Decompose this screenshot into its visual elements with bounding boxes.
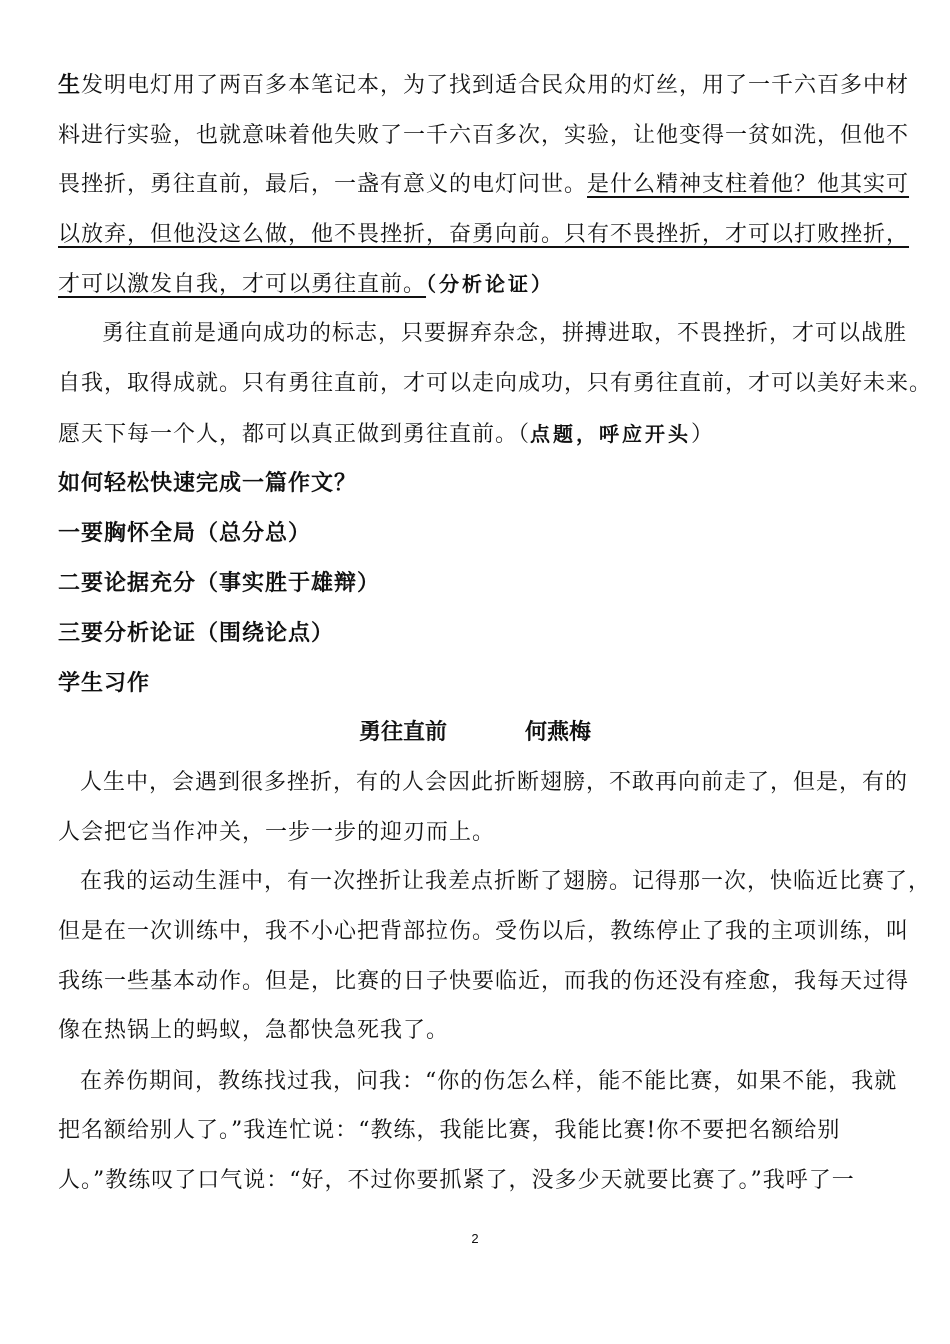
- text-line: 料进行实验，也就意味着他失败了一千六百多次，实验，让他变得一贫如洗，但他不: [58, 123, 910, 148]
- text-line: 但是在一次训练中，我不小心把背部拉伤。受伤以后，教练停止了我的主项训练，叫: [58, 919, 910, 944]
- text-line: 像在热锅上的蚂蚁，急都快急死我了。: [58, 1018, 450, 1043]
- text-line: [58, 72, 909, 100]
- essay-author: 何燕梅: [525, 720, 592, 745]
- underlined-line: 以放弃，但他没这么做，他不畏挫折，奋勇向前。只有不畏挫折，才可以打败挫折，: [58, 222, 910, 247]
- line-text: 愿天下每一个人，都可以真正做到勇往直前。（: [58, 422, 531, 447]
- text-line: [58, 171, 909, 199]
- text-line: 人会把它当作冲关，一步一步的迎刃而上。: [58, 820, 496, 845]
- section-heading: 一要胸怀全局（总分总）: [58, 521, 312, 546]
- text-line: 把名额给别人了。”我连忙说：“教练，我能比赛，我能比赛!你不要把名额给别: [58, 1118, 841, 1143]
- text-line: 我练一些基本动作。但是，比赛的日子快要临近，而我的伤还没有痊愈，我每天过得: [58, 969, 910, 994]
- page-number: 2: [471, 1231, 479, 1246]
- text-line: 自我，取得成就。只有勇往直前，才可以走向成功，只有勇往直前，才可以美好未来。: [58, 371, 933, 396]
- text-line: [58, 420, 714, 449]
- section-heading: 学生习作: [58, 671, 151, 696]
- section-heading: 二要论据充分（事实胜于雄辩）: [58, 571, 381, 596]
- paragraph-start: 勇往直前是通向成功的标志，只要摒弃杂念，拼搏进取，不畏挫折，才可以战胜: [102, 321, 908, 346]
- paragraph-start: 人生中，会遇到很多挫折，有的人会因此折断翅膀，不敢再向前走了，但是，有的: [80, 770, 909, 795]
- paragraph-start: 在养伤期间，教练找过我，问我：“你的伤怎么样，能不能比赛，如果不能，我就: [80, 1069, 898, 1094]
- essay-title: 勇往直前: [358, 720, 447, 745]
- text-line: 人。”教练叹了口气说：“好，不过你要抓紧了，没多少天就要比赛了。”我呼了一: [58, 1168, 855, 1193]
- line-text: 发明电灯用了两百多本笔记本，为了找到适合民众用的灯丝，用了一千六百多中材: [81, 73, 910, 98]
- underlined-text: 是什么精神支柱着他？他其实可: [587, 172, 910, 197]
- line-text: 畏挫折，勇往直前，最后，一盏有意义的电灯问世。: [58, 172, 588, 197]
- underlined-text: 才可以激发自我，才可以勇往直前。: [58, 272, 427, 297]
- essay-title-line: [0, 719, 950, 747]
- annotation-note: （分析论证）: [426, 272, 555, 296]
- line-text: ）: [691, 422, 715, 447]
- text-line: [58, 270, 554, 299]
- bold-char: 生: [58, 73, 82, 98]
- section-heading: 三要分析论证（围绕论点）: [58, 621, 335, 646]
- paragraph-start: 在我的运动生涯中，有一次挫折让我差点折断了翅膀。记得那一次，快临近比赛了，: [80, 869, 932, 894]
- section-heading: 如何轻松快速完成一篇作文？: [58, 471, 358, 496]
- annotation-note: 点题，呼应开头: [530, 422, 692, 446]
